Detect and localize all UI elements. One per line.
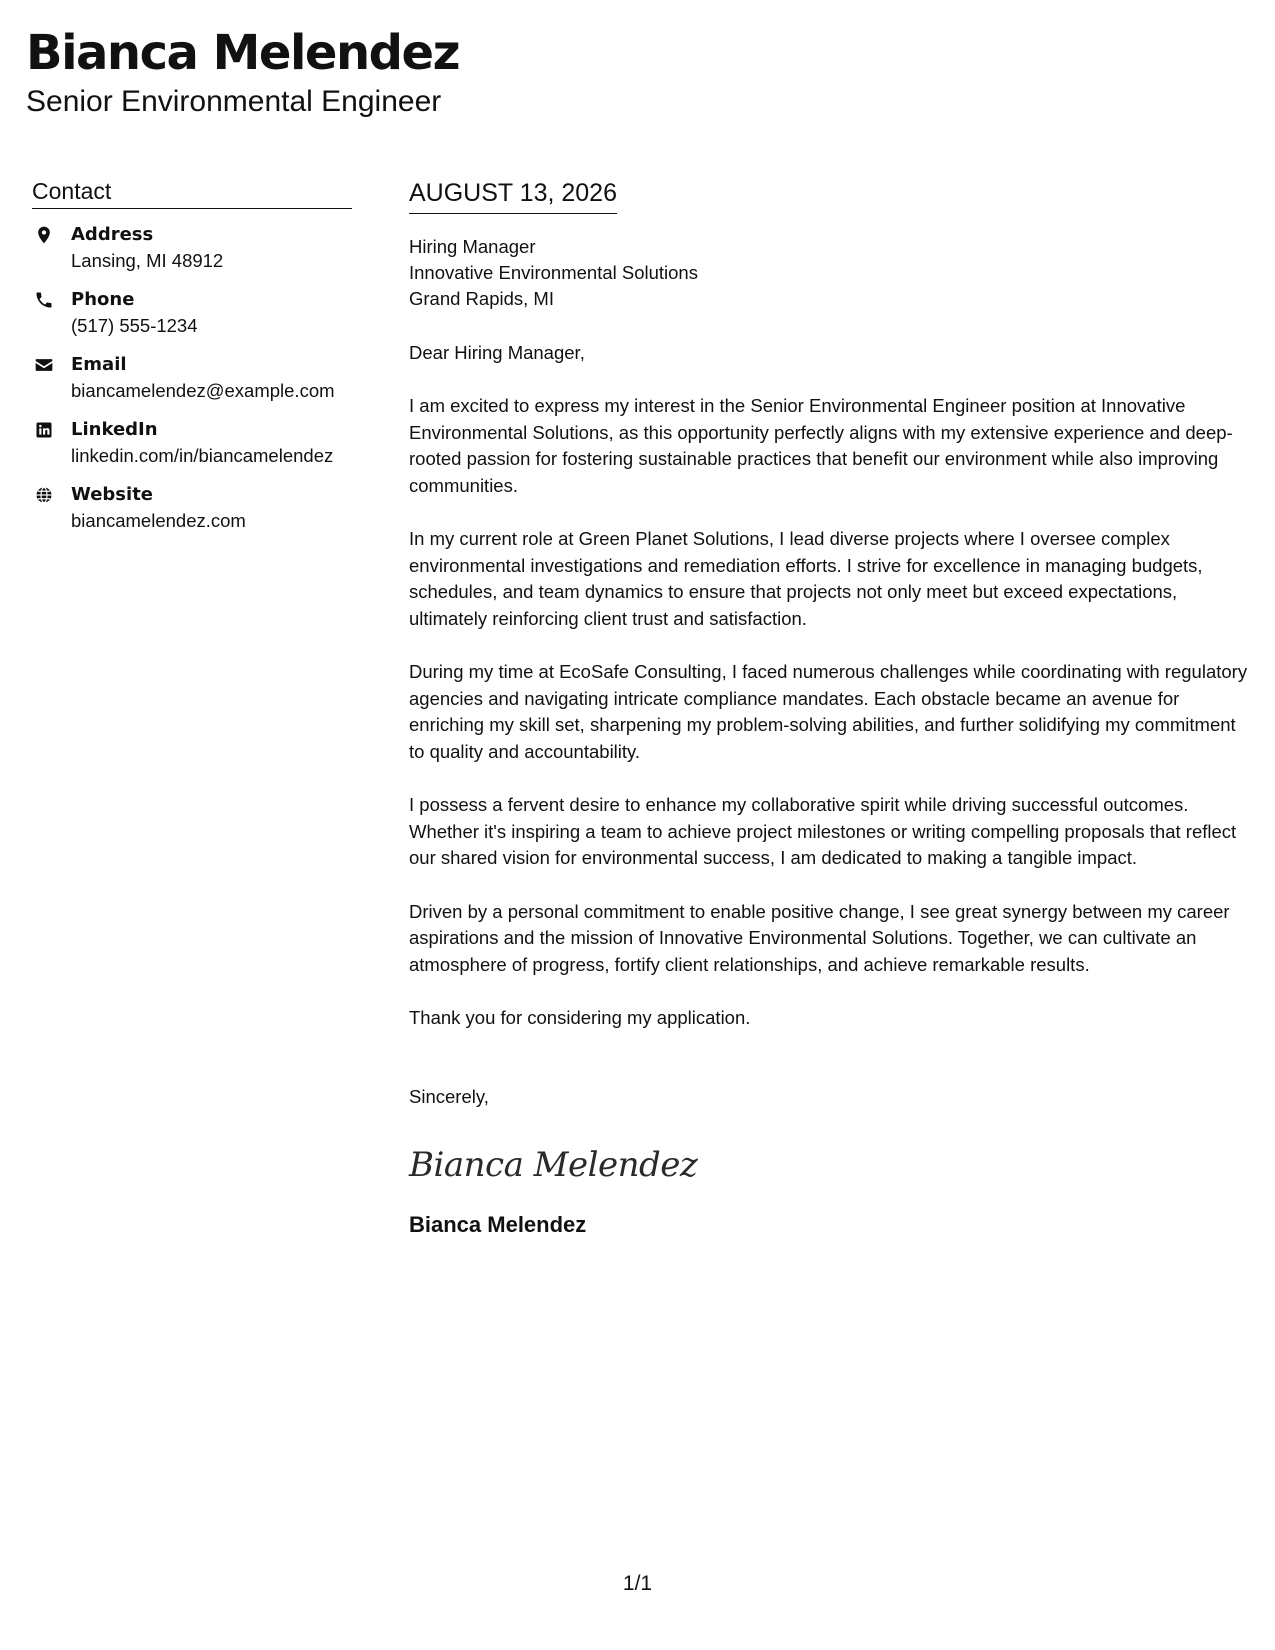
letter-paragraph: Driven by a personal commitment to enable positive change, I see great synergy between my career aspirations and the mission of Innovative Environmental Solutions. Together, we can cultivate an atmosphere of progress, fortify client relationships, and achieve remarkable results.	[409, 900, 1230, 975]
applicant-name: Bianca Melendez	[26, 25, 460, 81]
contact-value: (517) 555-1234	[71, 315, 198, 336]
globe-icon	[34, 485, 54, 505]
page-number: 1/1	[622, 1572, 653, 1595]
salutation: Dear Hiring Manager,	[409, 342, 585, 363]
letter-body	[409, 176, 1249, 1240]
contact-label: Email	[71, 354, 127, 375]
contact-sidebar	[32, 176, 352, 534]
closing: Sincerely,	[409, 1085, 489, 1107]
signed-name: Bianca Melendez	[409, 1211, 587, 1237]
map-pin-icon	[34, 225, 54, 245]
linkedin-icon	[34, 420, 54, 440]
contact-label: LinkedIn	[71, 419, 158, 440]
letter-header	[26, 22, 459, 120]
contact-label: Address	[71, 224, 154, 245]
letter-date: AUGUST 13, 2026	[409, 176, 617, 214]
contact-value: linkedin.com/in/biancamelendez	[71, 445, 334, 466]
recipient-line: Innovative Environmental Solutions	[409, 262, 698, 283]
recipient-line: Hiring Manager	[409, 236, 536, 257]
contact-item-phone	[32, 287, 352, 339]
letter-paragraph: I am excited to express my interest in the Senior Environmental Engineer position at Innovative Environmental Solutions, as this opportunity perfectly aligns with my extensive experience and deep-rooted passion for fostering sustainable practices that benefit our environment while also improving communities.	[409, 395, 1233, 496]
recipient-block	[409, 234, 1249, 312]
phone-icon	[34, 290, 54, 310]
envelope-icon	[34, 355, 54, 375]
contact-value: biancamelendez.com	[71, 510, 246, 531]
contact-item-website	[32, 482, 352, 534]
letter-paragraph: Thank you for considering my application.	[409, 1007, 751, 1028]
contact-label: Website	[71, 484, 154, 505]
contact-heading: Contact	[32, 176, 352, 209]
applicant-title: Senior Environmental Engineer	[26, 85, 442, 118]
contact-item-address	[32, 222, 352, 274]
contact-label: Phone	[71, 289, 135, 310]
letter-paragraph: In my current role at Green Planet Solutions, I lead diverse projects where I oversee complex environmental investigations and remediation efforts. I strive for excellence in managing budgets, schedules, and team dynamics to ensure that projects not only meet but exceed expectations, ultimately reinforcing client trust and satisfaction.	[409, 528, 1203, 629]
contact-value: Lansing, MI 48912	[71, 250, 224, 271]
recipient-line: Grand Rapids, MI	[409, 288, 554, 309]
contact-value: biancamelendez@example.com	[71, 380, 335, 401]
handwritten-signature: Bianca Melendez	[409, 1144, 698, 1185]
letter-paragraph: During my time at EcoSafe Consulting, I faced numerous challenges while coordinating with regulatory agencies and navigating intricate compliance mandates. Each obstacle became an avenue for enriching my skill set, sharpening my problem-solving abilities, and further solidifying my commitment to quality and accountability.	[409, 661, 1248, 762]
letter-paragraph: I possess a fervent desire to enhance my collaborative spirit while driving successful outcomes. Whether it's inspiring a team to achieve project milestones or writing compelling proposals that reflect our shared vision for environmental success, I am dedicated to making a tangible impact.	[409, 794, 1237, 868]
contact-item-email	[32, 352, 352, 404]
contact-item-linkedin	[32, 417, 352, 469]
